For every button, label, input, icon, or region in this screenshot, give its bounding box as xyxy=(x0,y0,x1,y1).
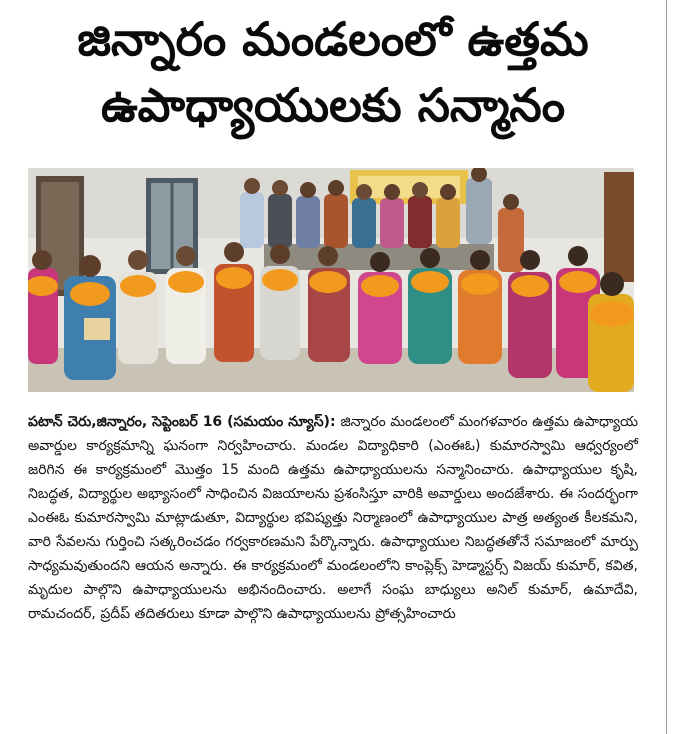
group-photo xyxy=(28,168,634,392)
column-rule xyxy=(666,0,667,734)
headline xyxy=(10,6,656,138)
headline-line-1: జిన్నారం మండలంలో ఉత్తమ xyxy=(77,12,589,66)
dateline: పటాన్ చెరు,జిన్నారం, సెప్టెంబర్ 16 (సమయం న్యూస్): xyxy=(28,414,341,430)
article-text: జిన్నారం మండలంలో మంగళవారం ఉత్తమ ఉపాధ్యాయ అవార్డుల కార్యక్రమాన్ని ఘనంగా నిర్వహించారు. మండల విద్యాధికారి (ఎంఈఓ) కుమారస్వామి ఆధ్వర్యంలో జరిగిన ఈ కార్యక్రమంలో మొత్తం 15 మంది ఉత్తమ ఉపాధ్యాయులను సన్మానించారు. ఉపాధ్యాయుల కృషి, నిబద్ధత, విద్యార్థుల అభ్యాసంలో సాధించిన విజయాలను ప్రశంసిస్తూ వారికి అవార్డులు అందజేశారు. ఈ సందర్భంగా ఎంఈఓ కుమారస్వామి మాట్లాడుతూ, విద్యార్థుల భవిష్యత్తు నిర్మాణంలో ఉపాధ్యాయుల పాత్ర అత్యంత కీలకమని, వారి సేవలను గుర్తించి సత్కరించడం గర్వకారణమని పేర్కొన్నారు. ఉపాధ్యాయుల నిబద్ధతతోనే సమాజంలో మార్పు సాధ్యమవుతుందని ఆయన అన్నారు. ఈ కార్యక్రమంలో మండలంలోని కాంప్లెక్స్ హెడ్మాస్టర్స్ విజయ్ కుమార్, కవిత, మృదుల పాల్గొని ఉపాధ్యాయులను అభినందించారు. అలాగే సంఘ బాధ్యులు అనిల్ కుమార్, ఉమాదేవి, రామచందర్, ప్రదీప్ తదితరులు కూడా పాల్గొని ఉపాధ్యాయులను ప్రోత్సహించారు xyxy=(28,414,639,622)
headline-line-2: ఉపాధ్యాయులకు సన్మానం xyxy=(100,78,566,132)
article-body xyxy=(28,410,638,626)
